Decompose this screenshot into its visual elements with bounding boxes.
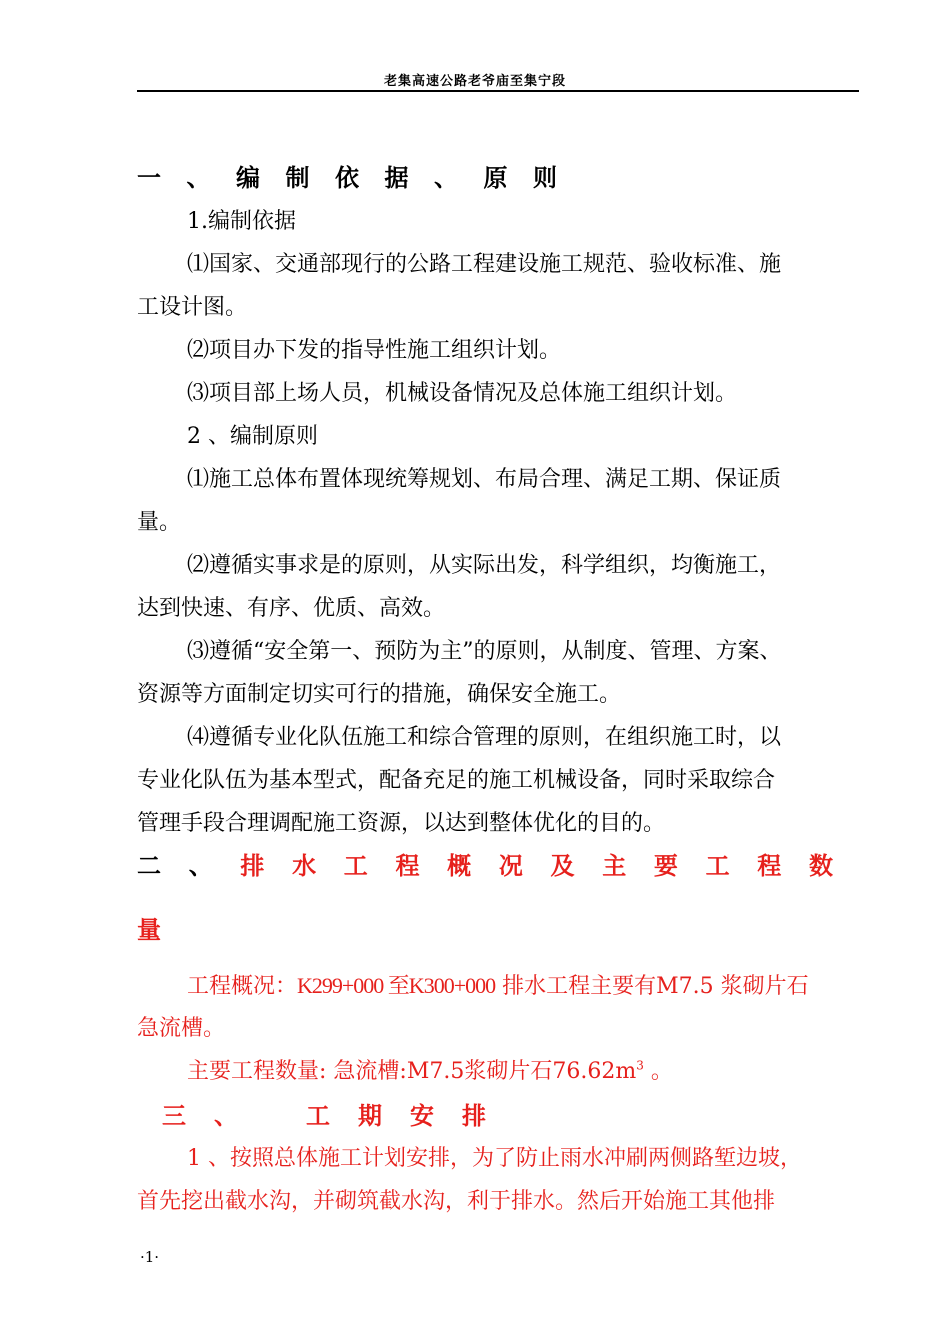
basis-item-1-cont: 工设计图。: [137, 295, 248, 320]
principle-1: ⑴施工总体布置体现统筹规划、布局合理、满足工期、保证质: [187, 467, 782, 492]
overview-range: K299+000 至K300+000: [297, 973, 496, 998]
heading-char: 制: [285, 164, 310, 192]
heading-char: 、: [214, 1102, 238, 1130]
heading-char: 则: [533, 164, 557, 192]
schedule-item-1-cont: 首先挖出截水沟，并砌筑截水沟，利于排水。然后开始施工其他排: [137, 1189, 776, 1214]
running-header: 老集高速公路老爷庙至集宁段: [383, 74, 566, 89]
basis-item-2: ⑵项目办下发的指导性施工组织计划。: [187, 338, 562, 363]
principle-3-cont: 资源等方面制定切实可行的措施，确保安全施工。: [137, 682, 622, 707]
heading-char: 工: [306, 1102, 330, 1130]
heading-char: 二: [137, 852, 161, 880]
heading-char: 、: [186, 164, 211, 192]
page-number: ·1·: [140, 1248, 160, 1266]
heading-char: 主: [602, 852, 627, 880]
heading-char: 况: [498, 852, 523, 880]
header-divider: [137, 90, 859, 92]
heading-char: 工: [705, 852, 730, 880]
project-overview: [187, 972, 809, 1001]
section2-heading-cont: 量: [137, 916, 161, 944]
heading-char: 一: [137, 164, 161, 192]
heading-char: 安: [410, 1102, 434, 1130]
principle-2-cont: 达到快速、有序、优质、高效。: [137, 596, 446, 621]
heading-char: 编: [236, 164, 260, 192]
heading-char: 程: [757, 852, 782, 880]
heading-char: 依: [335, 164, 359, 192]
overview-label: 工程概况：: [187, 974, 298, 999]
heading-char: 水: [292, 852, 317, 880]
main-quantity: [187, 1058, 673, 1086]
quantity-text: 主要工程数量: 急流槽:M7.5浆砌片石76.62m: [187, 1059, 637, 1084]
principle-4: ⑷遵循专业化队伍施工和综合管理的原则，在组织施工时，以: [187, 725, 782, 750]
principle-3: ⑶遵循“安全第一、预防为主”的原则，从制度、管理、方案、: [187, 639, 782, 664]
section3-heading: [162, 1102, 486, 1130]
basis-item-3: ⑶项目部上场人员，机械设备情况及总体施工组织计划。: [187, 381, 738, 406]
heading-char: 排: [240, 852, 265, 880]
section1-heading: [137, 164, 557, 192]
heading-char: 程: [395, 852, 420, 880]
heading-char: 及: [550, 852, 575, 880]
overview-text: 排水工程主要有M7.5 浆砌片石: [495, 974, 809, 999]
section2-heading: [137, 852, 833, 880]
heading-char: 、: [188, 852, 213, 880]
basis-title: 1.编制依据: [187, 209, 296, 234]
principle-4-cont: 专业化队伍为基本型式，配备充足的施工机械设备，同时采取综合: [137, 768, 776, 793]
heading-char: 据: [384, 164, 409, 192]
principle-title: 2 、编制原则: [187, 424, 318, 449]
superscript: 3: [636, 1058, 644, 1073]
heading-char: 三: [162, 1102, 186, 1130]
principle-4-cont2: 管理手段合理调配施工资源，以达到整体优化的目的。: [137, 811, 666, 836]
heading-char: 原: [483, 164, 508, 192]
heading-char: 期: [358, 1102, 382, 1130]
principle-1-cont: 量。: [137, 510, 182, 535]
heading-char: 概: [447, 852, 472, 880]
heading-char: 排: [462, 1102, 486, 1130]
project-overview-cont: 急流槽。: [137, 1016, 226, 1041]
principle-2: ⑵遵循实事求是的原则，从实际出发，科学组织，均衡施工，: [187, 553, 782, 578]
quantity-end: 。: [643, 1059, 673, 1084]
heading-char: 数: [808, 852, 833, 880]
heading-char: 、: [434, 164, 458, 192]
schedule-item-1: 1 、按照总体施工计划安排，为了防止雨水冲刷两侧路堑边坡，: [187, 1146, 802, 1171]
heading-char: 工: [343, 852, 368, 880]
basis-item-1: ⑴国家、交通部现行的公路工程建设施工规范、验收标准、施: [187, 252, 782, 277]
heading-char: 要: [653, 852, 678, 880]
